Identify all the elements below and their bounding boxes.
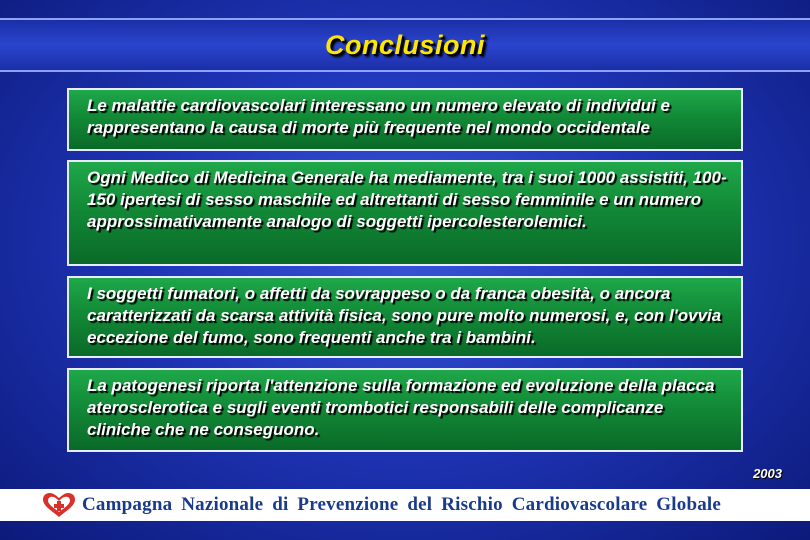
footer-bar: [0, 489, 810, 521]
conclusion-box-4: La patogenesi riporta l'attenzione sulla formazione ed evoluzione della placca aterosclerotica e sugli eventi trombotici responsabili delle complicanze cliniche che ne conseguono.: [67, 368, 743, 452]
conclusion-box-3: I soggetti fumatori, o affetti da sovrappeso o da franca obesità, o ancora caratterizzati da scarsa attività fisica, sono pure molto numerosi, e, con l'ovvia eccezione del fumo, sono frequenti anche tra i bambini.: [67, 276, 743, 358]
heart-cross-logo-icon: [42, 492, 76, 518]
conclusion-box-2: Ogni Medico di Medicina Generale ha mediamente, tra i suoi 1000 assistiti, 100-150 ipertesi di sesso maschile ed altrettanti di sesso femminile e un numero approssimativamente analogo di soggetti ipercolesterolemici.: [67, 160, 743, 266]
footer-campaign-text: Campagna Nazionale di Prevenzione del Rischio Cardiovascolare Globale: [82, 494, 722, 515]
conclusion-box-1: Le malattie cardiovascolari interessano un numero elevato di individui e rappresentano la causa di morte più frequente nel mondo occidentale: [67, 88, 743, 151]
year-label: 2003: [753, 466, 782, 481]
title-bar: [0, 18, 810, 72]
slide-title: Conclusioni: [325, 29, 485, 60]
